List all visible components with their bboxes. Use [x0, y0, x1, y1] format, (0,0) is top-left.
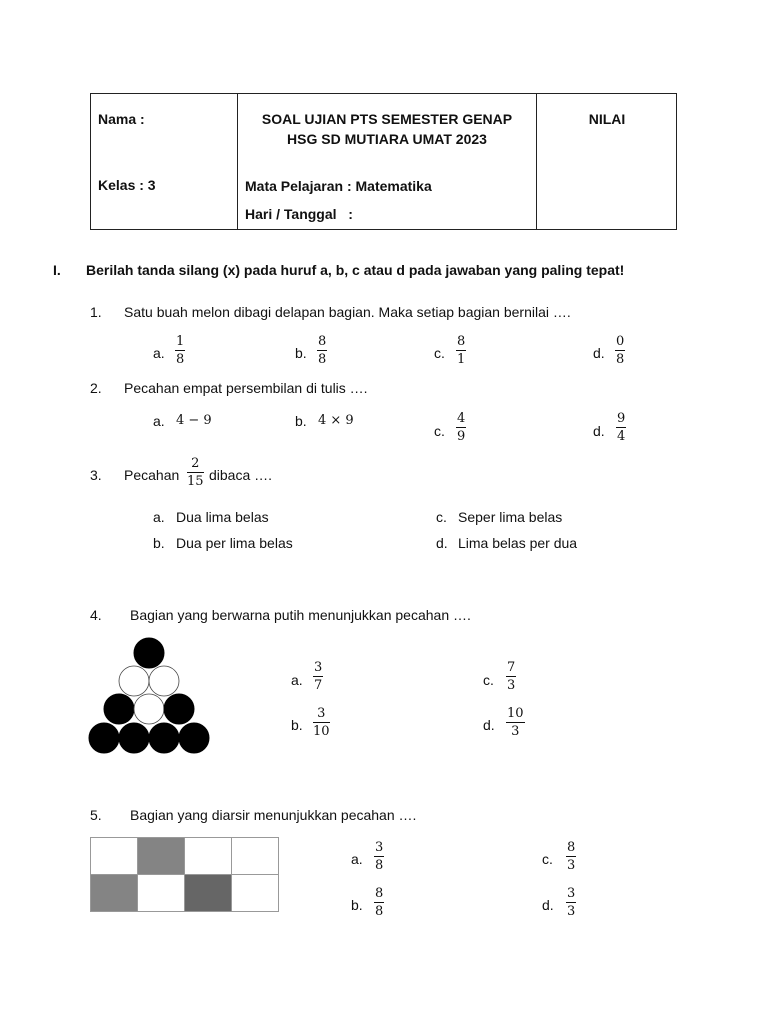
option-letter: c.	[434, 345, 445, 361]
numerator: 10	[507, 706, 524, 721]
shaded-grid	[90, 837, 279, 912]
denominator: 3	[507, 678, 516, 693]
question-number: 2.	[90, 380, 102, 396]
numerator: 3	[317, 706, 326, 721]
denominator: 15	[187, 474, 204, 489]
section-number: I.	[53, 262, 61, 278]
option-letter: a.	[153, 345, 165, 361]
white-circle	[149, 666, 179, 696]
option-letter: d.	[593, 423, 605, 439]
denominator: 10	[313, 724, 330, 739]
numerator: 2	[191, 456, 200, 471]
denominator: 4	[617, 429, 626, 444]
denominator: 8	[375, 904, 384, 919]
denominator: 3	[567, 858, 576, 873]
black-circle	[149, 723, 179, 753]
fraction	[616, 412, 626, 444]
shaded-cell	[137, 837, 185, 875]
black-circle	[179, 723, 209, 753]
score-label: NILAI	[588, 111, 626, 127]
option-text: Dua lima belas	[176, 509, 269, 525]
numerator: 8	[457, 334, 466, 349]
numerator: 3	[375, 840, 384, 855]
fraction	[566, 887, 576, 919]
subject-label: Mata Pelajaran : Matematika	[245, 178, 432, 194]
nama-label: Nama :	[98, 111, 145, 127]
question-number: 1.	[90, 304, 102, 320]
option-letter: d.	[593, 345, 605, 361]
header-table	[90, 93, 677, 230]
fraction	[187, 457, 204, 489]
denominator: 3	[511, 724, 520, 739]
fraction	[374, 841, 384, 873]
question-number: 5.	[90, 807, 102, 823]
black-circle	[104, 694, 134, 724]
fraction	[175, 335, 185, 367]
fraction	[456, 335, 466, 367]
fraction	[506, 661, 516, 693]
shaded-cell	[184, 874, 232, 912]
exam-title-line2: HSG SD MUTIARA UMAT 2023	[287, 131, 487, 147]
option-expression: 4 − 9	[176, 413, 212, 428]
black-circle	[119, 723, 149, 753]
grid-cell	[231, 874, 279, 912]
fraction	[313, 661, 323, 693]
option-letter: b.	[295, 345, 307, 361]
grid-cell	[184, 837, 232, 875]
white-circle	[119, 666, 149, 696]
black-circle	[89, 723, 119, 753]
fraction	[615, 335, 625, 367]
option-letter: a.	[291, 672, 303, 688]
question-text-before: Pecahan	[124, 467, 180, 483]
option-letter: b.	[291, 717, 303, 733]
numerator: 9	[617, 411, 626, 426]
option-text: Lima belas per dua	[458, 535, 578, 551]
question-text: Bagian yang diarsir menunjukkan pecahan ….	[130, 807, 417, 823]
denominator: 9	[457, 429, 466, 444]
option-letter: c.	[436, 509, 447, 525]
section-instruction: Berilah tanda silang (x) pada huruf a, b, c atau d pada jawaban yang paling tepat!	[86, 262, 625, 278]
numerator: 8	[318, 334, 327, 349]
denominator: 1	[457, 352, 466, 367]
question-text: Pecahan empat persembilan di tulis ….	[124, 380, 368, 396]
numerator: 3	[314, 660, 323, 675]
option-letter: b.	[153, 535, 165, 551]
fraction	[456, 412, 466, 444]
option-letter: a.	[153, 509, 165, 525]
question-text: Bagian yang berwarna putih menunjukkan pecahan ….	[130, 607, 471, 623]
option-letter: d.	[542, 897, 554, 913]
option-letter: b.	[351, 897, 363, 913]
shaded-cell	[90, 874, 138, 912]
option-letter: c.	[483, 672, 494, 688]
option-letter: d.	[483, 717, 495, 733]
option-letter: c.	[542, 851, 553, 867]
numerator: 4	[457, 411, 466, 426]
question-text: Satu buah melon dibagi delapan bagian. Maka setiap bagian bernilai ….	[124, 304, 571, 320]
option-text: Seper lima belas	[458, 509, 563, 525]
option-letter: a.	[153, 413, 165, 429]
denominator: 8	[616, 352, 625, 367]
numerator: 7	[507, 660, 516, 675]
denominator: 8	[318, 352, 327, 367]
grid-cell	[90, 837, 138, 875]
numerator: 3	[567, 886, 576, 901]
numerator: 8	[375, 886, 384, 901]
kelas-label: Kelas : 3	[98, 177, 156, 193]
option-expression: 4 × 9	[318, 413, 354, 428]
black-circle	[164, 694, 194, 724]
fraction	[566, 841, 576, 873]
fraction	[317, 335, 327, 367]
denominator: 7	[314, 678, 323, 693]
option-letter: a.	[351, 851, 363, 867]
grid-cell	[137, 874, 185, 912]
exam-title-line1: SOAL UJIAN PTS SEMESTER GENAP	[261, 111, 513, 127]
date-label: Hari / Tanggal :	[245, 206, 353, 222]
circle-triangle-figure	[88, 634, 212, 758]
black-circle	[134, 638, 164, 668]
numerator: 8	[567, 840, 576, 855]
grid-cell	[231, 837, 279, 875]
fraction	[313, 707, 330, 739]
numerator: 1	[176, 334, 185, 349]
numerator: 0	[616, 334, 625, 349]
option-letter: d.	[436, 535, 448, 551]
denominator: 3	[567, 904, 576, 919]
fraction	[374, 887, 384, 919]
fraction	[506, 707, 525, 739]
denominator: 8	[176, 352, 185, 367]
white-circle	[134, 694, 164, 724]
question-number: 3.	[90, 467, 102, 483]
option-text: Dua per lima belas	[176, 535, 293, 551]
option-letter: b.	[295, 413, 307, 429]
question-text-after: dibaca ….	[209, 467, 273, 483]
option-letter: c.	[434, 423, 445, 439]
question-number: 4.	[90, 607, 102, 623]
denominator: 8	[375, 858, 384, 873]
